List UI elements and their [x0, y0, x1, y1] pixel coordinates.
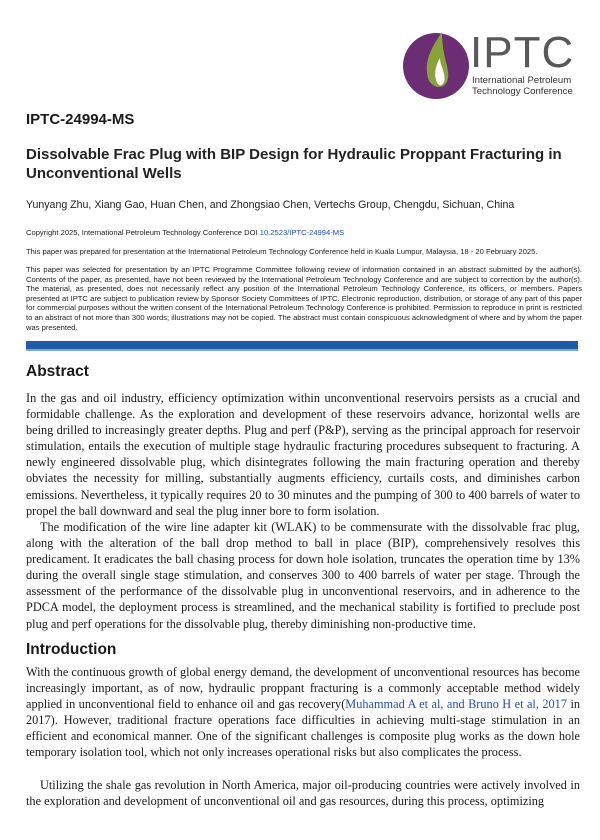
abstract-paragraph-1: In the gas and oil industry, efficiency optimization within unconventional reservoirs persists as a crucial and formidable challenge. As the exploration and development of these reservoirs advance, horizontal wells are being drilled to increasingly greater depths. Plug and perf (P&P), serving as the principal approach for reservoir stimulation, entails the execution of multiple stage hydraulic fracturing procedures subsequent to fracturing. A newly engineered dissolvable plug, which disintegrates following the main fracturing operation and thereby obviates the necessity for milling, substantially augments efficiency, curtails costs, and diminishes carbon emissions. Nevertheless, it typically requires 20 to 30 minutes and the pumping of 300 to 400 barrels of water to propel the ball downward and seal the plug inner bore to form isolation. [26, 391, 580, 518]
introduction-heading: Introduction [26, 641, 117, 658]
logo-wordmark: IPTC [470, 28, 575, 77]
authors: Yunyang Zhu, Xiang Gao, Huan Chen, and Zhongsiao Chen, Vertechs Group, Chengdu, Sichuan, China [26, 199, 515, 211]
abstract-paragraph-2: The modification of the wire line adapter kit (WLAK) to be commensurate with the dissolvable frac plug, along with the alteration of the ball drop method to ball in place (BIP), comprehensively resolves this predicament. It eradicates the ball chasing process for down hole isolation, truncates the operation time by 13% during the overall single stage stimulation, and conserves 300 to 400 barrels of water per stage. Through the assessment of the performance of the dissolvable plug in unconventional reservoirs, and in adherence to the PDCA model, the deployment process is streamlined, and the mechanical stability is fortified to preclude post plug and perf operations for the dissolvable plug, thereby diminishing non-productive time. [26, 520, 580, 631]
paper-title: Dissolvable Frac Plug with BIP Design for Hydraulic Proppant Fracturing in Unconventional Wells [26, 146, 562, 182]
introduction-paragraph-1 [26, 664, 580, 761]
header-divider [26, 341, 578, 349]
logo-subtitle [472, 76, 592, 97]
copyright-line [26, 228, 582, 238]
paper-id: IPTC-24994-MS [26, 111, 135, 128]
intro-p1-text-after: in 2017). However, traditional fracture operations face difficulties in achieving multi-stage stimulation in an efficient and economical manner. One of the significant challenges is composite plug works as the down hole temporary isolation tool, which not only increases operational risks but also complicates the process. [26, 697, 581, 760]
prepared-notice: This paper was prepared for presentation at the International Petroleum Technology Conference held in Kuala Lumpur, Malaysia, 18 - 20 February 2025. [26, 247, 538, 256]
citation-link[interactable]: Muhammad A et al, and Bruno H et al, 2017 [345, 697, 567, 712]
doi-link[interactable]: 10.2523/IPTC-24994-MS [259, 228, 345, 237]
introduction-paragraph-2: Utilizing the shale gas revolution in North America, major oil-producing countries were actively involved in the exploration and development of unconventional oil and gas resources, during this process, optimizing [26, 778, 580, 809]
copyright-text: Copyright 2025, International Petroleum Technology Conference DOI [26, 228, 260, 237]
intro-p1-text-before: With the continuous growth of global energy demand, the development of unconventional resources has become increasingly important, as of now, hydraulic proppant fracturing is a commonly acceptable method widely applied in unconventional field to enhance oil and gas recovery( [26, 665, 580, 712]
iptc-logo [402, 28, 582, 100]
logo-subtitle-line2: Technology Conference [472, 85, 573, 97]
iptc-logo-mark-icon [402, 28, 470, 100]
selection-notice: This paper was selected for presentation by an IPTC Programme Committee following review of information contained in an abstract submitted by the author(s). Contents of the paper, as presented, have not been reviewed by the International Petroleum Technology Conference and are subject to correction by the author(s). The material, as presented, does not necessarily reflect any position of the International Petroleum Technology Conference, its officers, or members. Papers presented at IPTC are subject to publication review by Sponsor Society Committees of IPTC. Electronic reproduction, distribution, or storage of any part of this paper for commercial purposes without the written consent of the International Petroleum Technology Conference is prohibited. Permission to reproduce in print is restricted to an abstract of not more than 300 words; illustrations may not be copied. The abstract must contain conspicuous acknowledgment of where and by whom the paper was presented. [26, 265, 582, 332]
abstract-heading: Abstract [26, 363, 89, 380]
logo-subtitle-line1: International Petroleum [472, 75, 572, 86]
